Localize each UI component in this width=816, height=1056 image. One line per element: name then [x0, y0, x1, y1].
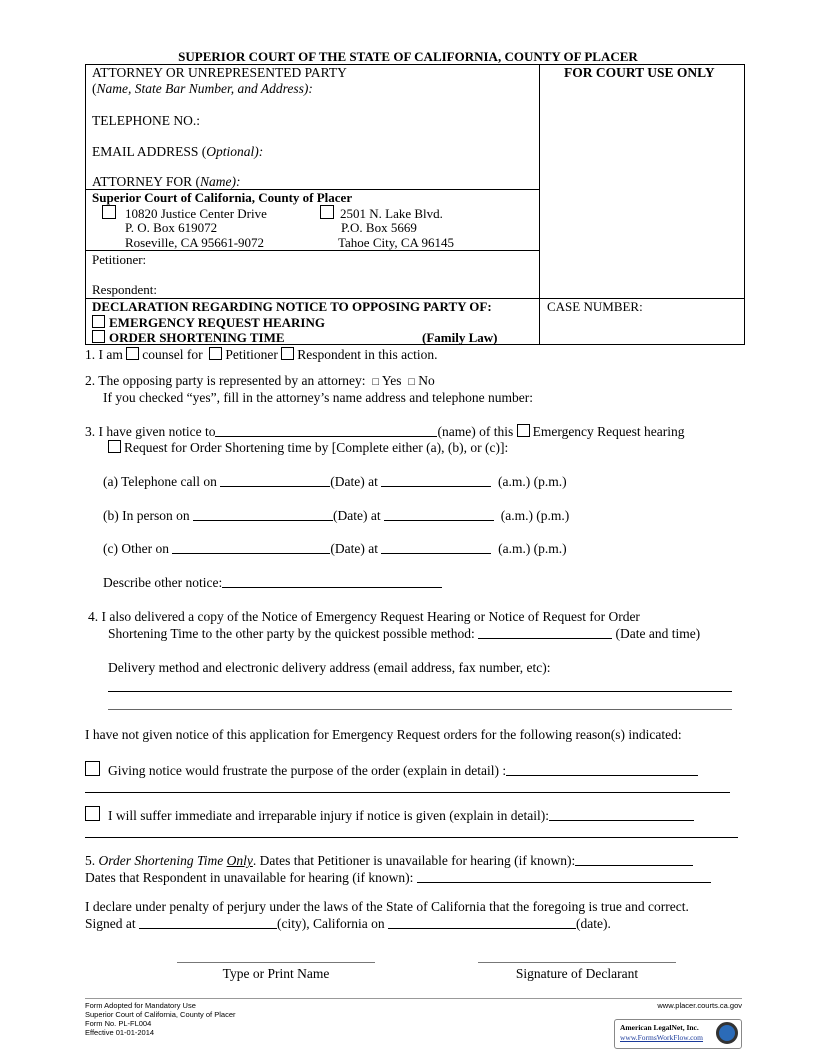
b-date-field[interactable] [193, 508, 333, 521]
publisher-logo-icon [716, 1022, 738, 1044]
location1-option[interactable]: 10820 Justice Center Drive [102, 205, 267, 222]
location1-city: Roseville, CA 95661-9072 [125, 235, 265, 250]
petitioner-checkbox[interactable] [209, 347, 222, 360]
no-checkbox[interactable]: □ [408, 376, 415, 388]
c-date-field[interactable] [172, 541, 330, 554]
date-field[interactable] [388, 916, 576, 929]
city-field[interactable] [139, 916, 277, 929]
email-label: EMAIL ADDRESS (Optional): [92, 144, 264, 159]
shortening-checkbox[interactable] [92, 330, 105, 343]
item4-line2: Shortening Time to the other party by the quickest possible method: (Date and time) [108, 626, 701, 641]
yes-checkbox[interactable]: □ [372, 376, 379, 388]
footer-website[interactable]: www.placer.courts.ca.gov [657, 1001, 742, 1010]
item5-line1: 5. Order Shortening Time Only. Dates that Petitioner is unavailable for hearing (if known): [85, 853, 693, 869]
item3-a: (a) Telephone call on (Date) at (a.m.) (p.m.) [103, 474, 567, 489]
location2-pobox: P.O. Box 5669 [341, 220, 417, 235]
item1: 1. I am counsel for Petitioner Respondent in this action. [85, 347, 438, 362]
b-time-field[interactable] [384, 508, 494, 521]
item5-line2: Dates that Respondent in unavailable for hearing (if known): [85, 870, 711, 886]
describe-field[interactable] [222, 575, 442, 588]
petitioner-label: Petitioner: [92, 252, 147, 267]
delivery-line-2[interactable] [108, 709, 732, 710]
publisher-badge [614, 1019, 742, 1049]
telephone-label: TELEPHONE NO.: [92, 113, 200, 128]
footer-info: Form Adopted for Mandatory Use Superior Court of California, County of Placer Form No. PL-FL004 Effective 01-01-2014 [85, 1001, 236, 1037]
signed-line: Signed at (city), California on (date). [85, 916, 611, 931]
footer-rule [85, 998, 742, 999]
location1-pobox: P. O. Box 619072 [125, 220, 218, 235]
petitioner-dates-field[interactable] [575, 853, 693, 866]
reason2-line[interactable] [85, 837, 738, 838]
item4-line1: 4. I also delivered a copy of the Notice of Emergency Request Hearing or Notice of Request for Order [88, 609, 640, 624]
a-date-field[interactable] [220, 474, 330, 487]
reason1-line[interactable] [85, 792, 730, 793]
option-shortening[interactable]: ORDER SHORTENING TIME [92, 330, 285, 346]
court-use-box [539, 64, 745, 299]
emergency-hearing-checkbox[interactable] [517, 424, 530, 437]
location1-checkbox[interactable] [102, 205, 116, 219]
court-use-label: FOR COURT USE ONLY [564, 65, 715, 80]
court-name: Superior Court of California, County of Placer [92, 190, 353, 205]
respondent-checkbox[interactable] [281, 347, 294, 360]
counsel-checkbox[interactable] [126, 347, 139, 360]
item2-line2: If you checked “yes”, fill in the attorney’s name address and telephone number: [103, 390, 533, 405]
signature-line[interactable] [478, 962, 676, 963]
respondent-dates-field[interactable] [417, 870, 711, 883]
court-title: SUPERIOR COURT OF THE STATE OF CALIFORNIA, COUNTY OF PLACER [178, 49, 638, 64]
shortening-request-checkbox[interactable] [108, 440, 121, 453]
item3-describe: Describe other notice: [103, 575, 442, 591]
item4-delivery: Delivery method and electronic delivery address (email address, fax number, etc): [108, 660, 551, 675]
print-name-line[interactable] [177, 962, 375, 963]
c-time-field[interactable] [381, 541, 491, 554]
publisher-url[interactable]: www.FormsWorkFlow.com [620, 1033, 704, 1042]
publisher-name: American LegalNet, Inc. [620, 1023, 699, 1032]
item3-line2: Request for Order Shortening time by [Complete either (a), (b), or (c)]: [108, 440, 508, 456]
emergency-checkbox[interactable] [92, 315, 105, 328]
signature-label: Signature of Declarant [515, 966, 639, 981]
reason2-checkbox[interactable] [85, 806, 100, 821]
delivery-line-1[interactable] [108, 691, 732, 692]
not-given-text: I have not given notice of this application for Emergency Request orders for the following reason(s) indicated: [85, 727, 682, 742]
declaration-text: I declare under penalty of perjury under the laws of the State of California that the foregoing is true and correct. [85, 899, 689, 914]
delivery-datetime-field[interactable] [478, 626, 612, 639]
a-time-field[interactable] [381, 474, 491, 487]
respondent-label: Respondent: [92, 282, 157, 297]
attorney-for-label: ATTORNEY FOR (Name): [92, 174, 241, 189]
item3-line1: 3. I have given notice to (name) of this Emergency Request hearing [85, 424, 685, 439]
reason1: Giving notice would frustrate the purpose of the order (explain in detail) : [85, 761, 698, 779]
notice-name-field[interactable] [215, 424, 437, 437]
location2-checkbox[interactable] [320, 205, 334, 219]
attorney-hint: (Name, State Bar Number, and Address): [92, 81, 313, 96]
print-name-label: Type or Print Name [222, 966, 330, 981]
item3-b: (b) In person on (Date) at (a.m.) (p.m.) [103, 508, 570, 523]
option-emergency[interactable]: EMERGENCY REQUEST HEARING [92, 315, 325, 331]
item3-c: (c) Other on (Date) at (a.m.) (p.m.) [103, 541, 567, 556]
case-number-label: CASE NUMBER: [547, 299, 643, 314]
reason2-field[interactable] [549, 808, 694, 821]
doc-title: DECLARATION REGARDING NOTICE TO OPPOSING PARTY OF: [92, 299, 492, 314]
reason1-field[interactable] [506, 763, 698, 776]
reason1-checkbox[interactable] [85, 761, 100, 776]
location2-option[interactable]: 2501 N. Lake Blvd. [320, 205, 443, 222]
reason2: I will suffer immediate and irreparable injury if notice is given (explain in detail): [85, 806, 694, 824]
family-law: (Family Law) [422, 330, 498, 345]
item2: 2. The opposing party is represented by an attorney: □ Yes □ No [85, 373, 435, 388]
attorney-label: ATTORNEY OR UNREPRESENTED PARTY [92, 65, 347, 80]
location2-city: Tahoe City, CA 96145 [338, 235, 454, 250]
